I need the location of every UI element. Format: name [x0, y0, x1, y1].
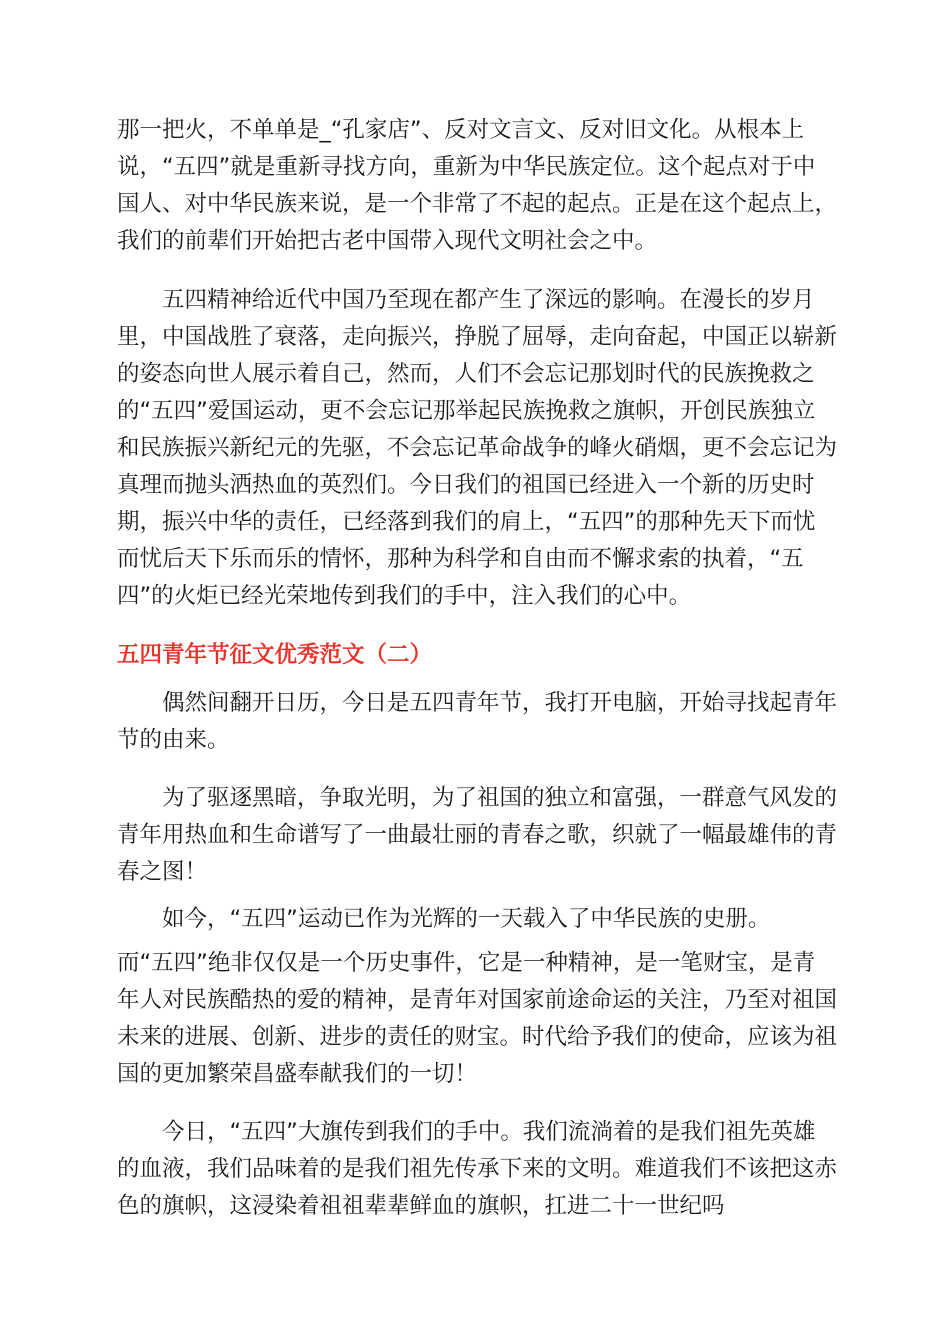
text-line: 说，“五四”就是重新寻找方向，重新为中华民族定位。这个起点对于中	[117, 154, 816, 180]
text-line: 未来的进展、创新、进步的责任的财宝。时代给予我们的使命，应该为祖	[117, 1024, 838, 1050]
text-line: 色的旗帜，这浸染着祖祖辈辈鲜血的旗帜，扛进二十一世纪吗	[117, 1193, 725, 1219]
section-heading: 五四青年节征文优秀范文（二）	[117, 642, 433, 668]
text-line: 的“五四”爱国运动，更不会忘记那举起民族挽救之旗帜，开创民族独立	[117, 398, 816, 424]
text-line: 的血液，我们品味着的是我们祖先传承下来的文明。难道我们不该把这赤	[117, 1156, 838, 1182]
text-line: 为了驱逐黑暗，争取光明，为了祖国的独立和富强，一群意气风发的	[162, 785, 838, 811]
text-line: 而忧后天下乐而乐的情怀，那种为科学和自由而不懈求索的执着，“五	[117, 546, 804, 572]
text-line: 和民族振兴新纪元的先驱，不会忘记革命战争的峰火硝烟，更不会忘记为	[117, 435, 838, 461]
text-line: 如今，“五四”运动已作为光辉的一天载入了中华民族的史册。	[162, 906, 771, 932]
text-line: 青年用热血和生命谱写了一曲最壮丽的青春之歌，织就了一幅最雄伟的青	[117, 822, 838, 848]
text-line: 那一把火，不单单是_“孔家店”、反对文言文、反对旧文化。从根本上	[117, 117, 805, 143]
text-line: 期，振兴中华的责任，已经落到我们的肩上，“五四”的那种先天下而忧	[117, 509, 816, 535]
text-line: 的姿态向世人展示着自己，然而，人们不会忘记那划时代的民族挽救之	[117, 361, 815, 387]
text-line: 今日，“五四”大旗传到我们的手中。我们流淌着的是我们祖先英雄	[162, 1119, 816, 1145]
text-line: 四”的火炬已经光荣地传到我们的手中，注入我们的心中。	[117, 583, 692, 609]
text-line: 我们的前辈们开始把古老中国带入现代文明社会之中。	[117, 228, 658, 254]
text-line: 而“五四”绝非仅仅是一个历史事件，它是一种精神，是一笔财宝，是青	[117, 950, 816, 976]
text-line: 春之图！	[117, 859, 208, 885]
text-line: 里，中国战胜了衰落，走向振兴，挣脱了屈辱，走向奋起，中国正以崭新	[117, 324, 838, 350]
text-line: 真理而抛头洒热血的英烈们。今日我们的祖国已经进入一个新的历史时	[117, 472, 815, 498]
text-line: 节的由来。	[117, 727, 230, 753]
text-line: 国的更加繁荣昌盛奉献我们的一切！	[117, 1061, 478, 1087]
text-line: 年人对民族酷热的爱的精神，是青年对国家前途命运的关注，乃至对祖国	[117, 987, 838, 1013]
text-line: 五四精神给近代中国乃至现在都产生了深远的影响。在漫长的岁月	[162, 287, 815, 313]
text-line: 国人、对中华民族来说，是一个非常了不起的起点。正是在这个起点上，	[117, 191, 838, 217]
text-line: 偶然间翻开日历，今日是五四青年节，我打开电脑，开始寻找起青年	[162, 690, 838, 716]
